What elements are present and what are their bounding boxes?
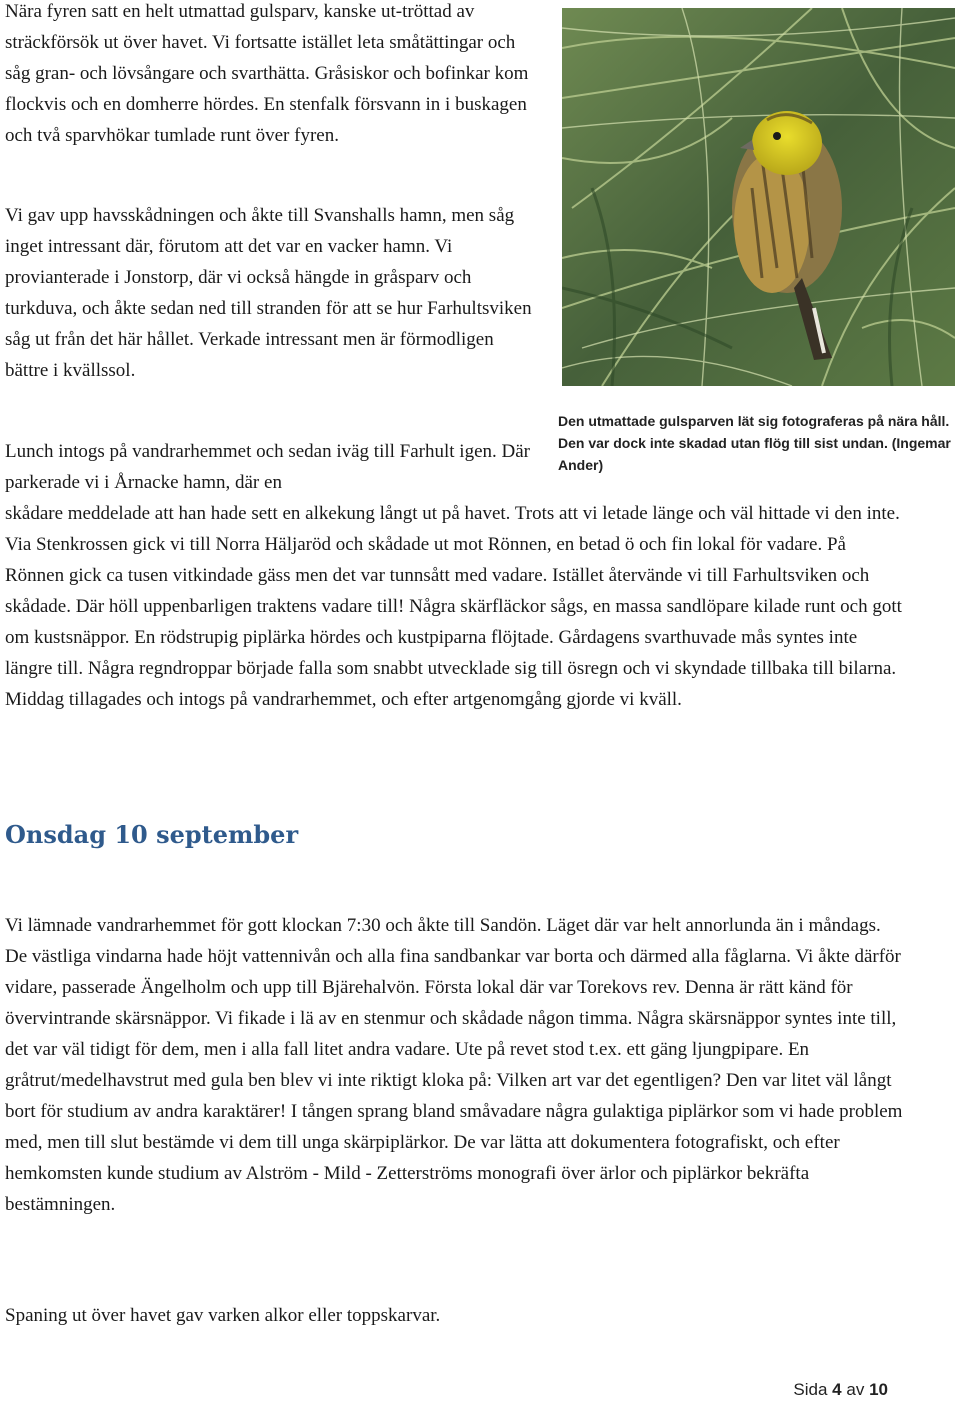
footer-total-pages: 10 bbox=[869, 1380, 888, 1399]
paragraph-svanshall: Vi gav upp havsskådningen och åkte till Svanshalls hamn, men såg inget intressant där, förutom att det var en vacker hamn. Vi provianterade i Jonstorp, där vi också hängde in gråsparv och turkduva, och åkte sedan ned till stranden för att se hur Farhultsviken såg ut från det här hållet. Verkade intressant men är förmodligen bättre i kvällssol. bbox=[5, 205, 532, 381]
footer-separator: av bbox=[846, 1380, 865, 1399]
paragraph-sandon: Vi lämnade vandrarhemmet för gott klockan 7:30 och åkte till Sandön. Läget där var helt annorlunda än i måndags. De västliga vindarna hade höjt vattennivån och alla fina sandbankar var borta och därmed alla fåglarna. Vi åkte därför vidare, passerade Ängelholm och upp till Bjärehalvön. Första lokal där var Torekovs rev. Denna är rätt känd för övervintrande skärsnäppor. Vi fikade i lä av en stenmur och skådade någon timma. Några skärsnäppor syntes inte till, det var väl tidigt för dem, men i alla fall litet andra vadare. Ute på revet stod t.ex. ett gäng ljungpipare. En gråtrut/medelhavstrut med gula ben blev vi inte riktigt kloka på: Vilken art var det egentligen? Den var litet väl långt bort för studium av andra karaktärer! I tången sprang bland småvadare några gulaktiga piplärkor som vi hade problem med, men till slut bestämde vi dem till unga skärpiplärkor. De var lätta att dokumentera fotografiskt, och efter hemkomsten kunde studium av Alström - Mild - Zetterströms monografi över ärlor och piplärkor bekräfta bestämningen. bbox=[5, 915, 903, 1215]
paragraph-lunch-start: Lunch intogs på vandrarhemmet och sedan iväg till Farhult igen. Där parkerade vi i Årnacke hamn, där en bbox=[5, 441, 530, 493]
photo-caption: Den utmattade gulsparven lät sig fotograferas på nära håll. Den var dock inte skadad utan flög till sist undan. (Ingemar Ander) bbox=[558, 413, 951, 473]
paragraph-sea-watch: Spaning ut över havet gav varken alkor eller toppskarvar. bbox=[5, 1305, 441, 1326]
section-heading-wednesday: Onsdag 10 september bbox=[5, 820, 299, 849]
footer-prefix: Sida bbox=[793, 1380, 828, 1399]
paragraph-lunch-continued: skådare meddelade att han hade sett en alkekung långt ut på havet. Trots att vi letade länge och väl hittade vi den inte. Via Stenkrossen gick vi till Norra Häljaröd och skådade ut mot Rönnen, en betad ö och fin lokal för vadare. På Rönnen gick ca tusen vitkindade gäss men det var tunnsått med vadare. Istället återvände vi till Farhultsviken och skådade. Där höll uppenbarligen traktens vadare till! Några skärfläckor sågs, en massa sandlöpare kilade runt och gott om kustsnäppor. En rödstrupig piplärka hördes och kustpiparna flöjtade. Gårdagens svarthuvade mås syntes inte längre till. Några regndroppar började falla som snabbt utvecklade sig till ösregn och vi skyndade tillbaka till bilarna. Middag tillagades och intogs på vandrarhemmet, och efter artgenomgång gjorde vi kväll. bbox=[5, 503, 902, 710]
page-number-footer bbox=[793, 1380, 888, 1400]
paragraph-lighthouse: Nära fyren satt en helt utmattad gulsparv, kanske ut-tröttad av sträckförsök ut över havet. Vi fortsatte istället leta småtättingar och såg gran- och lövsångare och svarthätta. Gråsiskor och bofinkar kom flockvis och en domherre hördes. En stenfalk försvann in i buskagen och två sparvhökar tumlade runt över fyren. bbox=[5, 1, 529, 146]
footer-current-page: 4 bbox=[832, 1380, 842, 1399]
yellowhammer-photo bbox=[562, 8, 955, 386]
